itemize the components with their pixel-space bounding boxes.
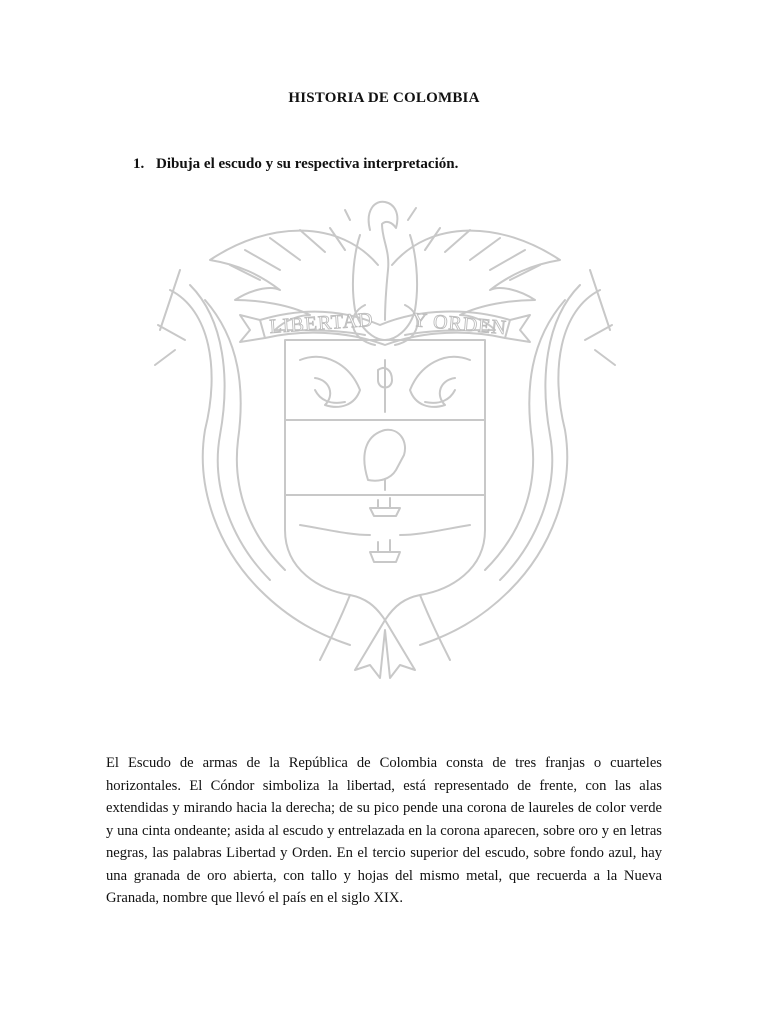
ship-top (370, 498, 400, 516)
ship-bottom (370, 540, 400, 562)
coat-of-arms-image (150, 190, 620, 680)
question-item (133, 156, 458, 173)
page-title: HISTORIA DE COLOMBIA (288, 90, 480, 106)
motto-right-text: Y ORDEN (411, 309, 508, 340)
interpretation-paragraph: El Escudo de armas de la República de Colombia consta de tres franjas o cuarteles horizontales. El Cóndor simboliza la libertad, está representado de frente, con las alas extendidas y mirando hacia la derecha; de su pico pende una corona de laureles de color verde y una cinta ondeante; asida al escudo y entrelazada en la corona aparecen, sobre oro y en letras negras, las palabras Libertad y Orden. En el tercio superior del escudo, sobre fondo azul, hay una granada de oro abierta, con tallo y hojas del mismo metal, que recuerda a la Nueva Granada, nombre que llevó el país en el siglo XIX. (106, 755, 662, 906)
coat-of-arms-drawing (150, 190, 620, 680)
cornucopia-right (410, 357, 470, 407)
question-text: Dibuja el escudo y su respectiva interpretación. (156, 156, 459, 172)
pomegranate (378, 360, 392, 412)
lower-ribbon (355, 620, 415, 678)
cornucopia-left (300, 357, 360, 407)
phrygian-cap (364, 430, 405, 481)
motto-left-text: LIBERTAD (268, 308, 375, 338)
question-number: 1. (133, 156, 145, 172)
